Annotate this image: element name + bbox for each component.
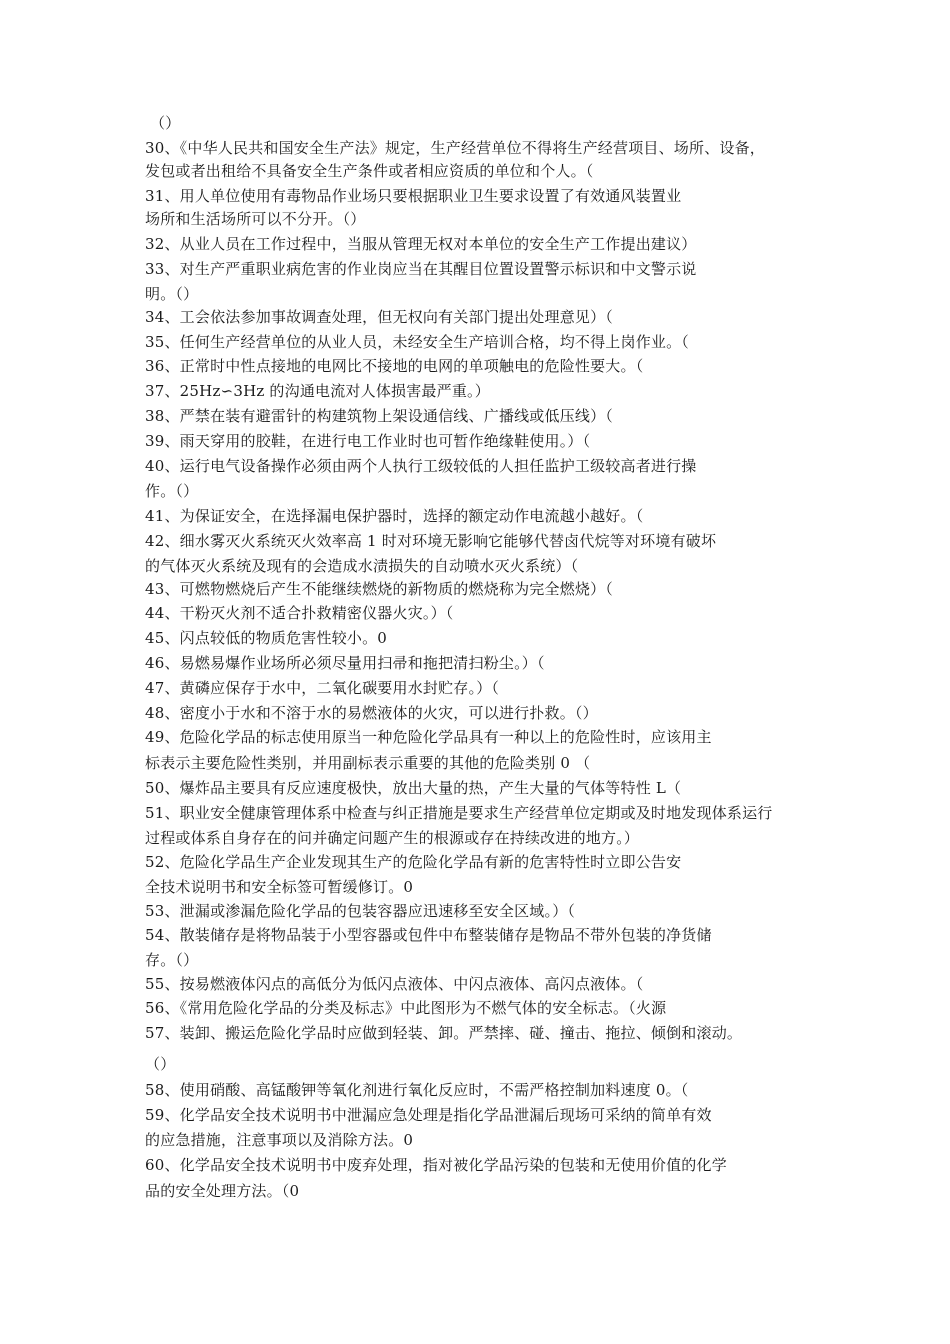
text-line: 42、细水雾灭火系统灭火效率高 1 时对环境无影响它能够代替卤代烷等对环境有破坏 — [145, 532, 717, 550]
text-line: 43、可燃物燃烧后产生不能继续燃烧的新物质的燃烧称为完全燃烧）（ — [145, 580, 613, 598]
text-line: 58、使用硝酸、高锰酸钾等氧化剂进行氧化反应时，不需严格控制加料速度 0。（ — [145, 1081, 689, 1099]
text-line: 32、从业人员在工作过程中，当服从管理无权对本单位的安全生产工作提出建议） — [145, 235, 697, 253]
text-line: 60、化学品安全技术说明书中废弃处理，指对被化学品污染的包装和无使用价值的化学 — [145, 1156, 727, 1174]
text-line: 59、化学品安全技术说明书中泄漏应急处理是指化学品泄漏后现场可采纳的简单有效 — [145, 1106, 712, 1124]
text-line: 45、闪点较低的物质危害性较小。0 — [145, 629, 388, 647]
text-line: 54、散装储存是将物品装于小型容器或包件中布整装储存是物品不带外包装的净货储 — [145, 926, 712, 944]
text-line: 34、工会依法参加事故调查处理，但无权向有关部门提出处理意见）（ — [145, 308, 613, 326]
text-line: 全技术说明书和安全标签可暂缓修订。0 — [145, 878, 414, 896]
text-line: 38、严禁在装有避雷针的构建筑物上架设通信线、广播线或低压线）（ — [145, 407, 613, 425]
text-line: 存。（） — [145, 951, 199, 969]
text-line: 标表示主要危险性类别，并用副标表示重要的其他的危险类别 0 （ — [145, 754, 591, 772]
text-line: 场所和生活场所可以不分开。（） — [145, 210, 366, 228]
text-line: 的气体灭火系统及现有的会造成水渍损失的自动喷水灭火系统）（ — [145, 557, 579, 575]
text-line: 明。（） — [145, 285, 199, 303]
text-line: 30、《中华人民共和国安全生产法》规定，生产经营单位不得将生产经营项目、场所、设备， — [145, 139, 765, 157]
text-line: 35、任何生产经营单位的从业人员，未经安全生产培训合格，均不得上岗作业。（ — [145, 333, 689, 351]
text-line: 49、危险化学品的标志使用原当一种危险化学品具有一种以上的危险性时，应该用主 — [145, 728, 712, 746]
text-line: 41、为保证安全，在选择漏电保护器时，选择的额定动作电流越小越好。（ — [145, 507, 644, 525]
text-line: 53、泄漏或渗漏危险化学品的包装容器应迅速移至安全区域。）（ — [145, 902, 576, 920]
text-line: 39、雨天穿用的胶鞋，在进行电工作业时也可暂作绝缘鞋使用。）（ — [145, 432, 591, 450]
text-line: 的应急措施，注意事项以及消除方法。0 — [145, 1131, 414, 1149]
text-line: 57、装卸、搬运危险化学品时应做到轻装、卸。严禁摔、碰、撞击、拖拉、倾倒和滚动。 — [145, 1024, 743, 1042]
text-line: 33、对生产严重职业病危害的作业岗应当在其醒目位置设置警示标识和中文警示说 — [145, 260, 697, 278]
text-line: 56、《常用危险化学品的分类及标志》中此图形为不燃气体的安全标志。（火源 — [145, 999, 667, 1017]
text-line: （） — [150, 114, 181, 132]
text-line: 48、密度小于水和不溶于水的易燃液体的火灾，可以进行扑救。（） — [145, 704, 598, 722]
text-line: 37、25Hz∽3Hz 的沟通电流对人体损害最严重。） — [145, 382, 490, 400]
text-line: 46、易燃易爆作业场所必须尽量用扫帚和拖把清扫粉尘。）（ — [145, 654, 545, 672]
text-line: 发包或者出租给不具备安全生产条件或者相应资质的单位和个人。（ — [145, 162, 594, 180]
text-line: 44、干粉灭火剂不适合扑救精密仪器火灾。）（ — [145, 604, 454, 622]
text-line: 品的安全处理方法。（0 — [145, 1182, 300, 1200]
text-line: 过程或体系自身存在的问并确定问题产生的根源或存在持续改进的地方。） — [145, 829, 640, 847]
text-line: 51、职业安全健康管理体系中检查与纠正措施是要求生产经营单位定期或及时地发现体系运行 — [145, 804, 773, 822]
text-line: （） — [145, 1055, 176, 1073]
text-line: 36、正常时中性点接地的电网比不接地的电网的单项触电的危险性要大。（ — [145, 357, 644, 375]
text-line: 50、爆炸品主要具有反应速度极快，放出大量的热，产生大量的气体等特性 L（ — [145, 779, 682, 797]
text-line: 40、运行电气设备操作必须由两个人执行工级较低的人担任监护工级较高者进行操 — [145, 457, 697, 475]
text-line: 55、按易燃液体闪点的高低分为低闪点液体、中闪点液体、高闪点液体。（ — [145, 975, 644, 993]
text-line: 47、黄磷应保存于水中，二氧化碳要用水封贮存。）（ — [145, 679, 500, 697]
text-line: 52、危险化学品生产企业发现其生产的危险化学品有新的危害特性时立即公告安 — [145, 853, 682, 871]
text-line: 31、用人单位使用有毒物品作业场只要根据职业卫生要求设置了有效通风装置业 — [145, 187, 682, 205]
text-line: 作。（） — [145, 482, 199, 500]
